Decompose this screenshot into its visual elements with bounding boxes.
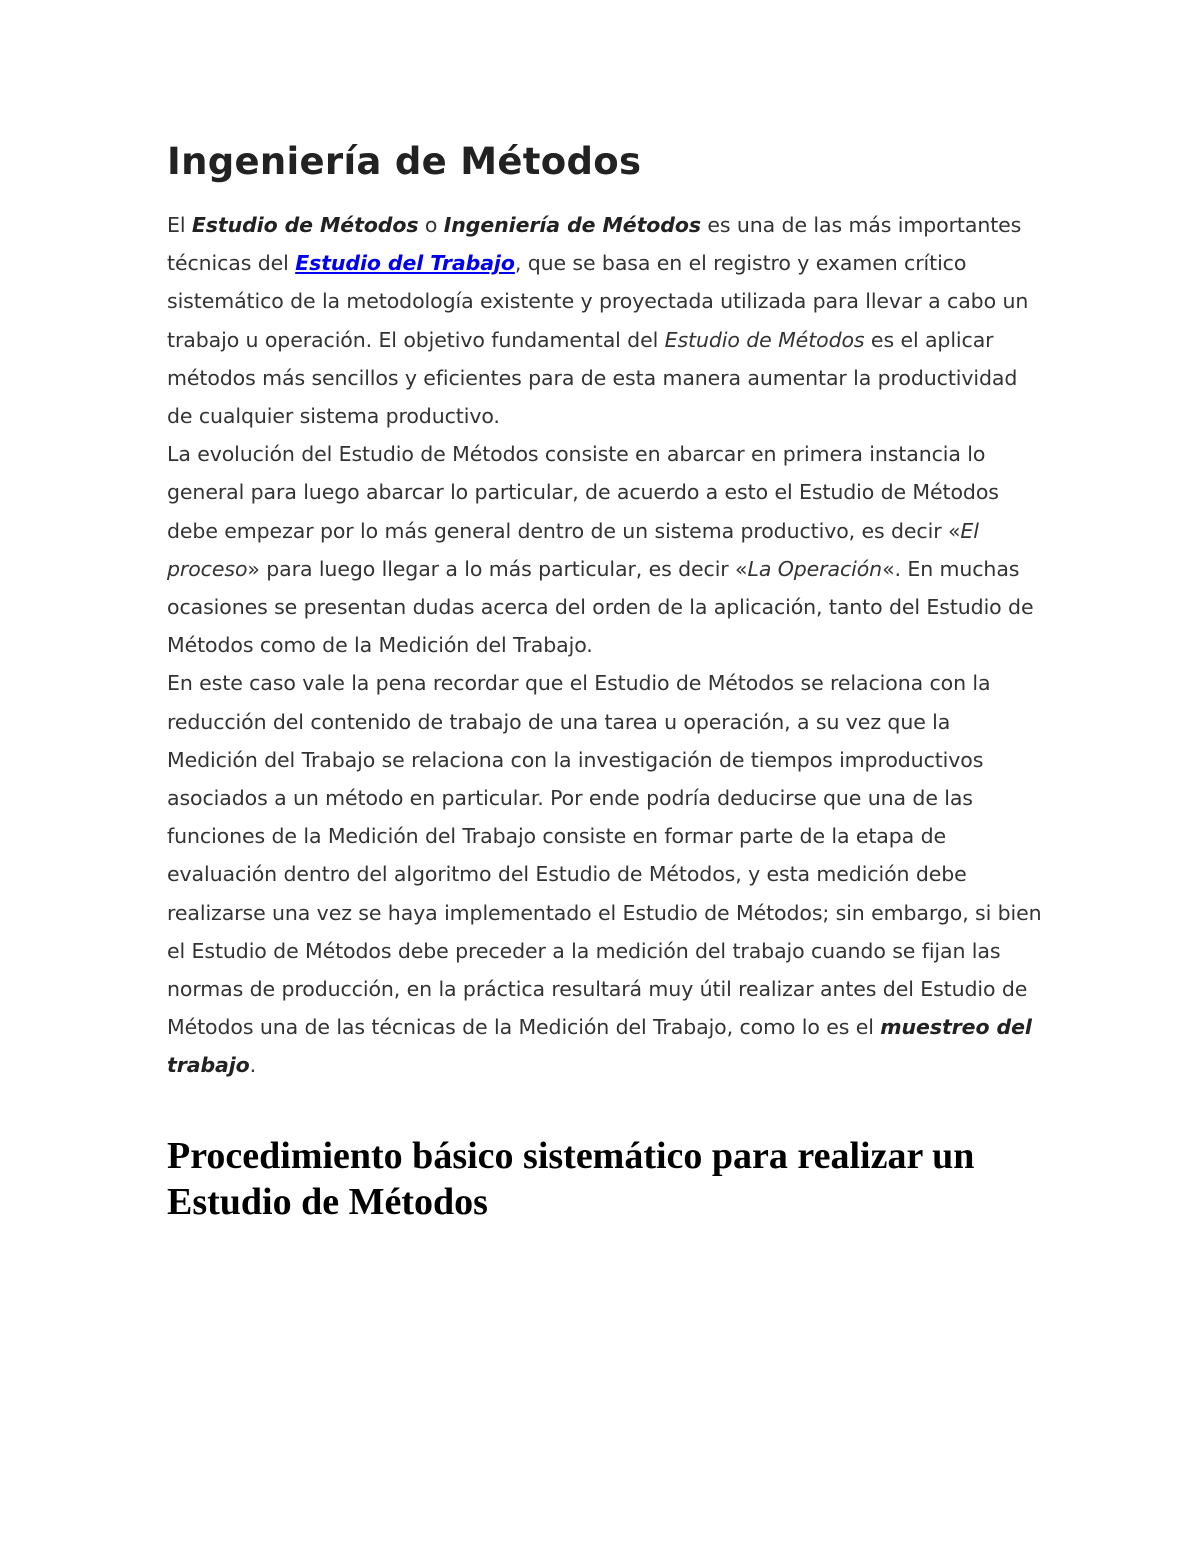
- text-run: , que se basa en el registro y examen crítico sistemático de la metodología existente y proyectada utilizada para llevar a cabo un trabajo u operación. El objetivo fundamental del: [167, 251, 1029, 352]
- page-title: Ingeniería de Métodos: [167, 140, 642, 183]
- text-run: o: [418, 213, 444, 237]
- term-la-operacion: La Operación: [747, 556, 883, 581]
- text-run: «. En muchas ocasiones se presentan dudas acerca del orden de la aplicación, tanto del Estudio de Métodos como de la Medición del Trabajo.: [167, 556, 1034, 658]
- link-estudio-del-trabajo[interactable]: Estudio del Trabajo: [295, 251, 515, 276]
- term-estudio-de-metodos: Estudio de Métodos: [191, 213, 419, 237]
- document-page: [167, 138, 1047, 1225]
- text-run: » para luego llegar a lo más particular, es decir «: [247, 556, 748, 581]
- text-run: El: [167, 213, 192, 237]
- paragraph-intro: [167, 206, 1047, 435]
- paragraph-evolucion: [167, 435, 1047, 664]
- text-run: La evolución del Estudio de Métodos consiste en abarcar en primera instancia lo general para luego abarcar lo particular, de acuerdo a esto el Estudio de Métodos debe empezar por lo más general dentro de un sistema productivo, es decir «: [167, 442, 999, 543]
- term-ingenieria-de-metodos: Ingeniería de Métodos: [443, 213, 701, 237]
- text-run: En este caso vale la pena recordar que el Estudio de Métodos se relaciona con la reducción del contenido de trabajo de una tarea u operación, a su vez que la Medición del Trabajo se relaciona con la investigación de tiempos improductivos asociados a un método en particular. Por ende podría deducirse que una de las funciones de la Medición del Trabajo consiste en formar parte de la etapa de evaluación dentro del algoritmo del Estudio de Métodos, y esta medición debe realizarse una vez se haya implementado el Estudio de Métodos; sin embargo, si bien el Estudio de Métodos debe preceder a la medición del trabajo cuando se fijan las normas de producción, en la práctica resultará muy útil realizar antes del Estudio de Métodos una de las técnicas de la Medición del Trabajo, como lo es el: [167, 671, 1042, 1040]
- text-run: es una de las más importantes técnicas del: [167, 213, 1022, 276]
- section-heading-procedimiento: Procedimiento básico sistemático para realizar un Estudio de Métodos: [167, 1134, 975, 1223]
- text-run: es el aplicar métodos más sencillos y eficientes para de esta manera aumentar la productividad de cualquier sistema productivo.: [167, 327, 1018, 429]
- term-muestreo-del-trabajo: muestreo del trabajo: [167, 1015, 1032, 1078]
- term-estudio-de-metodos-italic: Estudio de Métodos: [664, 327, 865, 352]
- paragraph-medicion: [167, 664, 1047, 1084]
- term-el-proceso: El proceso: [167, 518, 979, 581]
- text-run: .: [249, 1053, 257, 1078]
